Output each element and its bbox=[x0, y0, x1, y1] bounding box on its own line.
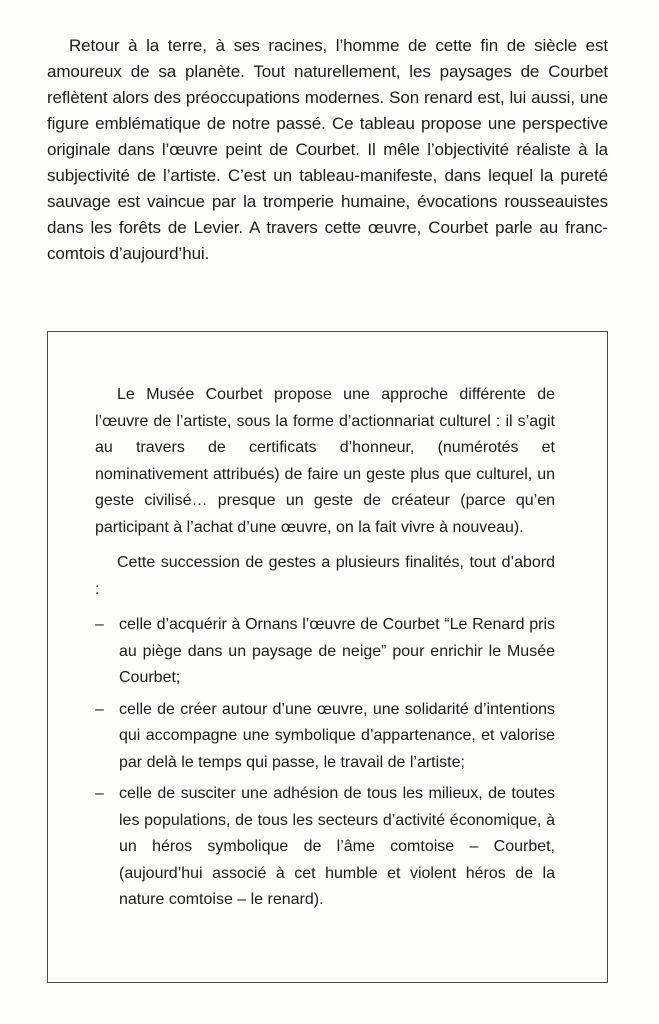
intro-paragraph: Retour à la terre, à ses racines, l’homme de cette fin de siècle est amoureux de sa planète. Tout naturellement, les paysages de Courbet reflètent alors des préoccupations modernes. Son renard est, lui aussi, une figure emblématique de notre passé. Ce tableau propose une perspective originale dans l’œuvre peint de Courbet. Il mêle l’objectivité réaliste à la subjectivité de l’artiste. C’est un tableau-manifeste, dans lequel la pureté sauvage est vaincue par la tromperie humaine, évocations rousseauistes dans les forêts de Levier. A travers cette œuvre, Courbet parle au franc-comtois d’aujourd’hui. bbox=[47, 36, 608, 263]
list-item-text: celle d’acquérir à Ornans l’œuvre de Courbet “Le Renard pris au piège dans un paysage de neige” pour enrichir le Musée Courbet; bbox=[119, 616, 555, 686]
box-paragraph-2: Cette succession de gestes a plusieurs finalités, tout d’abord : bbox=[95, 554, 555, 598]
dash-bullet-icon: – bbox=[95, 700, 104, 718]
list-item-text: celle de susciter une adhésion de tous les milieux, de toutes les populations, de tous les secteurs d’activité économique, à un héros symbolique de l’âme comtoise – Courbet, (aujourd’hui associé à cet humble et violent héros de la nature comtoise – le renard). bbox=[119, 785, 555, 908]
box-content bbox=[95, 382, 555, 919]
dash-bullet-icon: – bbox=[95, 616, 104, 633]
box-paragraph-1: Le Musée Courbet propose une approche différente de l’œuvre de l’artiste, sous la forme d’actionnariat culturel : il s’agit au travers de certificats d’honneur, (numérotés et nominativement attribués) de faire un geste plus que culturel, un geste civilisé… presque un geste de créateur (parce qu’en participant à l’achat d’une œuvre, on la fait vivre à nouveau). bbox=[95, 386, 555, 536]
list-item-text: celle de créer autour d’une œuvre, une solidarité d’intentions qui accompagne une symbolique d’appartenance, et valorise par delà le temps qui passe, le travail de l’artiste; bbox=[119, 700, 555, 771]
list-item bbox=[95, 612, 555, 692]
list-item bbox=[95, 697, 555, 777]
list-item bbox=[95, 781, 555, 914]
dash-bullet-icon: – bbox=[95, 785, 104, 802]
framed-text-box bbox=[47, 331, 608, 983]
goals-list bbox=[95, 612, 555, 914]
